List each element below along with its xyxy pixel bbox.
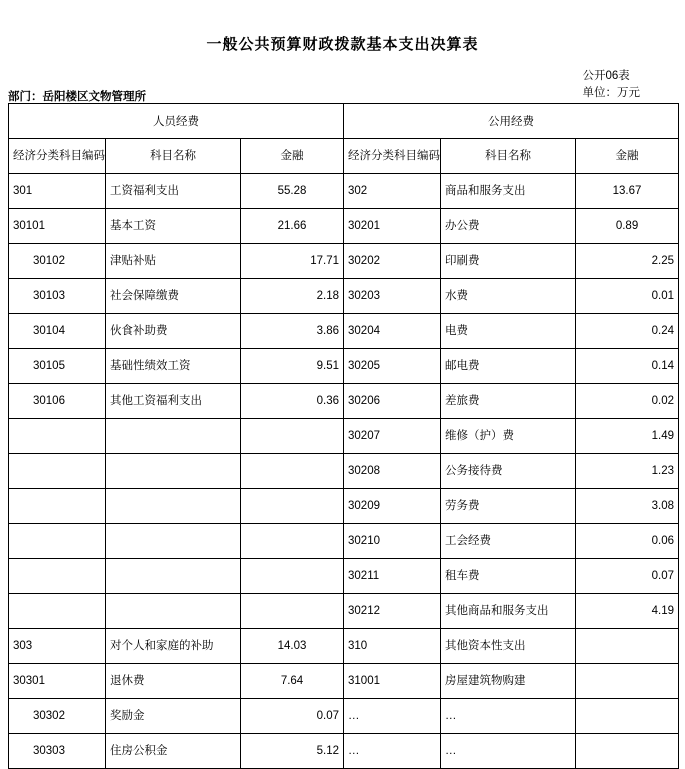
cell-code-left xyxy=(9,419,106,454)
cell-amount-right: 3.08 xyxy=(576,489,679,524)
table-row xyxy=(9,594,679,629)
cell-code-left: 30106 xyxy=(9,384,106,419)
cell-code-right: 310 xyxy=(344,629,441,664)
table-group-header-row xyxy=(9,104,679,139)
meta-right xyxy=(583,68,641,102)
cell-amount-right: 2.25 xyxy=(576,244,679,279)
cell-name-left xyxy=(106,594,241,629)
cell-name-left xyxy=(106,454,241,489)
cell-amount-right xyxy=(576,629,679,664)
cell-code-left: 30104 xyxy=(9,314,106,349)
column-header-code-left: 经济分类科目编码 xyxy=(9,139,106,174)
cell-name-right: 工会经费 xyxy=(441,524,576,559)
cell-code-left xyxy=(9,489,106,524)
cell-amount-right: 1.23 xyxy=(576,454,679,489)
cell-code-right: 30206 xyxy=(344,384,441,419)
cell-code-right: 30212 xyxy=(344,594,441,629)
cell-amount-left xyxy=(241,594,344,629)
table-column-header-row xyxy=(9,139,679,174)
table-row xyxy=(9,454,679,489)
cell-name-left: 其他工资福利支出 xyxy=(106,384,241,419)
cell-code-left: 30101 xyxy=(9,209,106,244)
column-header-amount-right: 金融 xyxy=(576,139,679,174)
cell-name-left: 住房公积金 xyxy=(106,734,241,769)
cell-amount-left: 2.18 xyxy=(241,279,344,314)
cell-code-right: 30211 xyxy=(344,559,441,594)
department-label: 部门：岳阳楼区文物管理所 xyxy=(8,91,146,103)
budget-table xyxy=(8,103,679,769)
cell-name-right: 差旅费 xyxy=(441,384,576,419)
cell-name-right: 维修（护）费 xyxy=(441,419,576,454)
cell-amount-right: 0.07 xyxy=(576,559,679,594)
cell-code-right: … xyxy=(344,734,441,769)
table-row xyxy=(9,209,679,244)
cell-amount-left: 14.03 xyxy=(241,629,344,664)
cell-code-left: 30103 xyxy=(9,279,106,314)
cell-code-right: 302 xyxy=(344,174,441,209)
cell-amount-left xyxy=(241,489,344,524)
cell-code-left xyxy=(9,559,106,594)
cell-name-left: 奖励金 xyxy=(106,699,241,734)
cell-amount-right: 0.14 xyxy=(576,349,679,384)
cell-name-right: 公务接待费 xyxy=(441,454,576,489)
cell-amount-right: 0.24 xyxy=(576,314,679,349)
table-row xyxy=(9,314,679,349)
cell-name-right: 电费 xyxy=(441,314,576,349)
cell-name-right: 印刷费 xyxy=(441,244,576,279)
cell-name-left: 基本工资 xyxy=(106,209,241,244)
cell-code-right: 30205 xyxy=(344,349,441,384)
cell-amount-left: 0.07 xyxy=(241,699,344,734)
cell-code-right: 30204 xyxy=(344,314,441,349)
cell-name-right: 邮电费 xyxy=(441,349,576,384)
cell-name-left: 伙食补助费 xyxy=(106,314,241,349)
cell-name-left: 退休费 xyxy=(106,664,241,699)
cell-amount-right: 0.06 xyxy=(576,524,679,559)
cell-code-right: 30203 xyxy=(344,279,441,314)
cell-amount-left: 55.28 xyxy=(241,174,344,209)
cell-name-left xyxy=(106,419,241,454)
table-row xyxy=(9,279,679,314)
table-row xyxy=(9,174,679,209)
group-header-public: 公用经费 xyxy=(344,104,679,139)
table-row xyxy=(9,559,679,594)
unit-label: 单位：万元 xyxy=(582,87,640,99)
cell-amount-left xyxy=(241,559,344,594)
cell-code-left: 301 xyxy=(9,174,106,209)
cell-amount-left: 0.36 xyxy=(241,384,344,419)
cell-code-right: 30202 xyxy=(344,244,441,279)
cell-name-right: 劳务费 xyxy=(441,489,576,524)
cell-name-right: 商品和服务支出 xyxy=(441,174,576,209)
cell-amount-right: 13.67 xyxy=(576,174,679,209)
column-header-amount-left: 金融 xyxy=(241,139,344,174)
cell-amount-right: 0.89 xyxy=(576,209,679,244)
cell-amount-left: 3.86 xyxy=(241,314,344,349)
table-row xyxy=(9,699,679,734)
cell-code-right: 30207 xyxy=(344,419,441,454)
cell-code-left xyxy=(9,594,106,629)
table-row xyxy=(9,349,679,384)
cell-code-right: 30209 xyxy=(344,489,441,524)
cell-code-left xyxy=(9,454,106,489)
table-row xyxy=(9,734,679,769)
cell-code-left: 30303 xyxy=(9,734,106,769)
cell-amount-left xyxy=(241,419,344,454)
cell-code-left: 303 xyxy=(9,629,106,664)
cell-amount-left: 9.51 xyxy=(241,349,344,384)
table-row xyxy=(9,524,679,559)
page-title: 一般公共预算财政拨款基本支出决算表 xyxy=(206,36,479,53)
cell-amount-right xyxy=(576,734,679,769)
table-row xyxy=(9,629,679,664)
cell-amount-right: 4.19 xyxy=(576,594,679,629)
cell-amount-left: 17.71 xyxy=(241,244,344,279)
table-row xyxy=(9,244,679,279)
cell-name-right: … xyxy=(441,699,576,734)
cell-amount-left xyxy=(241,524,344,559)
column-header-code-right: 经济分类科目编码 xyxy=(344,139,441,174)
cell-code-right: 30210 xyxy=(344,524,441,559)
cell-amount-right: 0.01 xyxy=(576,279,679,314)
table-row xyxy=(9,419,679,454)
cell-name-left: 社会保障缴费 xyxy=(106,279,241,314)
table-row xyxy=(9,664,679,699)
table-row xyxy=(9,489,679,524)
cell-name-left: 津贴补贴 xyxy=(106,244,241,279)
cell-code-left: 30302 xyxy=(9,699,106,734)
cell-amount-right xyxy=(576,664,679,699)
cell-name-left: 基础性绩效工资 xyxy=(106,349,241,384)
cell-code-left: 30102 xyxy=(9,244,106,279)
cell-amount-right xyxy=(576,699,679,734)
cell-name-left xyxy=(106,489,241,524)
cell-code-left: 30105 xyxy=(9,349,106,384)
cell-name-left xyxy=(106,559,241,594)
cell-amount-right: 0.02 xyxy=(576,384,679,419)
public-number: 公开06表 xyxy=(582,70,630,82)
cell-amount-left: 21.66 xyxy=(241,209,344,244)
cell-amount-left: 5.12 xyxy=(241,734,344,769)
cell-code-right: 30208 xyxy=(344,454,441,489)
cell-code-left: 30301 xyxy=(9,664,106,699)
column-header-name-left: 科目名称 xyxy=(106,139,241,174)
cell-code-right: 30201 xyxy=(344,209,441,244)
cell-name-right: 租车费 xyxy=(441,559,576,594)
meta-row xyxy=(0,68,685,102)
cell-code-right: 31001 xyxy=(344,664,441,699)
cell-code-right: … xyxy=(344,699,441,734)
column-header-name-right: 科目名称 xyxy=(441,139,576,174)
cell-name-right: 办公费 xyxy=(441,209,576,244)
table-body xyxy=(9,174,679,769)
cell-name-right: 房屋建筑物购建 xyxy=(441,664,576,699)
cell-code-left xyxy=(9,524,106,559)
cell-amount-left: 7.64 xyxy=(241,664,344,699)
cell-name-left: 工资福利支出 xyxy=(106,174,241,209)
cell-name-right: 其他资本性支出 xyxy=(441,629,576,664)
cell-amount-left xyxy=(241,454,344,489)
group-header-personnel: 人员经费 xyxy=(9,104,344,139)
table-row xyxy=(9,384,679,419)
cell-amount-right: 1.49 xyxy=(576,419,679,454)
cell-name-right: 水费 xyxy=(441,279,576,314)
cell-name-right: … xyxy=(441,734,576,769)
cell-name-left xyxy=(106,524,241,559)
cell-name-right: 其他商品和服务支出 xyxy=(441,594,576,629)
cell-name-left: 对个人和家庭的补助 xyxy=(106,629,241,664)
